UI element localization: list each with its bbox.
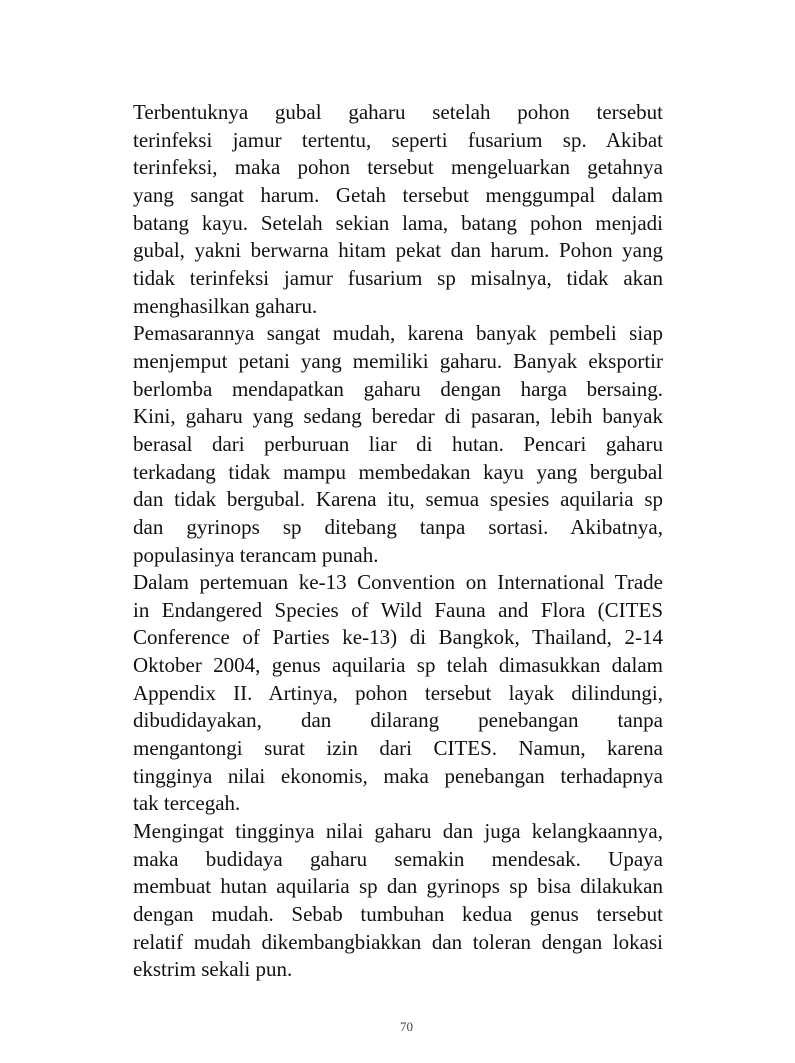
- paragraph: [133, 569, 663, 818]
- text-line: Mengingat tingginya nilai gaharu dan juga kelangkaannya,: [133, 819, 663, 844]
- text-line: tidak terinfeksi jamur fusarium sp misalnya, tidak akan: [133, 265, 663, 290]
- text-line: tingginya nilai ekonomis, maka penebangan terhadapnya: [133, 763, 663, 788]
- page-number: 70: [400, 1019, 413, 1034]
- text-line: mengantongi surat izin dari CITES. Namun, karena: [133, 736, 663, 761]
- text-line: dan gyrinops sp ditebang tanpa sortasi. Akibatnya,: [133, 514, 663, 539]
- text-line: dengan mudah. Sebab tumbuhan kedua genus tersebut: [133, 902, 663, 927]
- paragraph: [133, 320, 663, 569]
- text-line: Conference of Parties ke-13) di Bangkok, Thailand, 2-14: [133, 625, 663, 650]
- text-line: Appendix II. Artinya, pohon tersebut layak dilindungi,: [133, 680, 663, 705]
- text-line: gubal, yakni berwarna hitam pekat dan harum. Pohon yang: [133, 238, 663, 263]
- text-line: yang sangat harum. Getah tersebut menggumpal dalam: [133, 182, 663, 207]
- text-line: Dalam pertemuan ke-13 Convention on International Trade: [133, 570, 663, 595]
- text-line: ekstrim sekali pun.: [133, 957, 293, 982]
- text-line: tak tercegah.: [133, 791, 241, 816]
- text-line: populasinya terancam punah.: [133, 542, 379, 567]
- text-line: berasal dari perburuan liar di hutan. Pencari gaharu: [133, 431, 663, 456]
- text-line: Pemasarannya sangat mudah, karena banyak pembeli siap: [133, 321, 663, 346]
- text-line: dibudidayakan, dan dilarang penebangan tanpa: [133, 708, 663, 733]
- text-line: Kini, gaharu yang sedang beredar di pasaran, lebih banyak: [133, 404, 663, 429]
- text-line: in Endangered Species of Wild Fauna and Flora (CITES: [133, 597, 663, 622]
- text-line: batang kayu. Setelah sekian lama, batang pohon menjadi: [133, 210, 663, 235]
- text-line: Terbentuknya gubal gaharu setelah pohon tersebut: [133, 100, 663, 124]
- text-line: berlomba mendapatkan gaharu dengan harga bersaing.: [133, 376, 663, 401]
- text-line: menghasilkan gaharu.: [133, 293, 318, 318]
- paragraph: [133, 99, 663, 320]
- text-line: dan tidak bergubal. Karena itu, semua spesies aquilaria sp: [133, 487, 663, 512]
- text-line: maka budidaya gaharu semakin mendesak. Upaya: [133, 846, 663, 871]
- body-text: [133, 99, 663, 984]
- text-line: terinfeksi jamur tertentu, seperti fusarium sp. Akibat: [133, 127, 663, 152]
- paragraph: [133, 818, 663, 984]
- text-line: menjemput petani yang memiliki gaharu. Banyak eksportir: [133, 348, 663, 373]
- text-line: membuat hutan aquilaria sp dan gyrinops sp bisa dilakukan: [133, 874, 663, 899]
- text-line: Oktober 2004, genus aquilaria sp telah dimasukkan dalam: [133, 653, 663, 678]
- text-line: terinfeksi, maka pohon tersebut mengeluarkan getahnya: [133, 155, 663, 180]
- text-line: terkadang tidak mampu membedakan kayu yang bergubal: [133, 459, 663, 484]
- text-line: relatif mudah dikembangbiakkan dan toleran dengan lokasi: [133, 929, 663, 954]
